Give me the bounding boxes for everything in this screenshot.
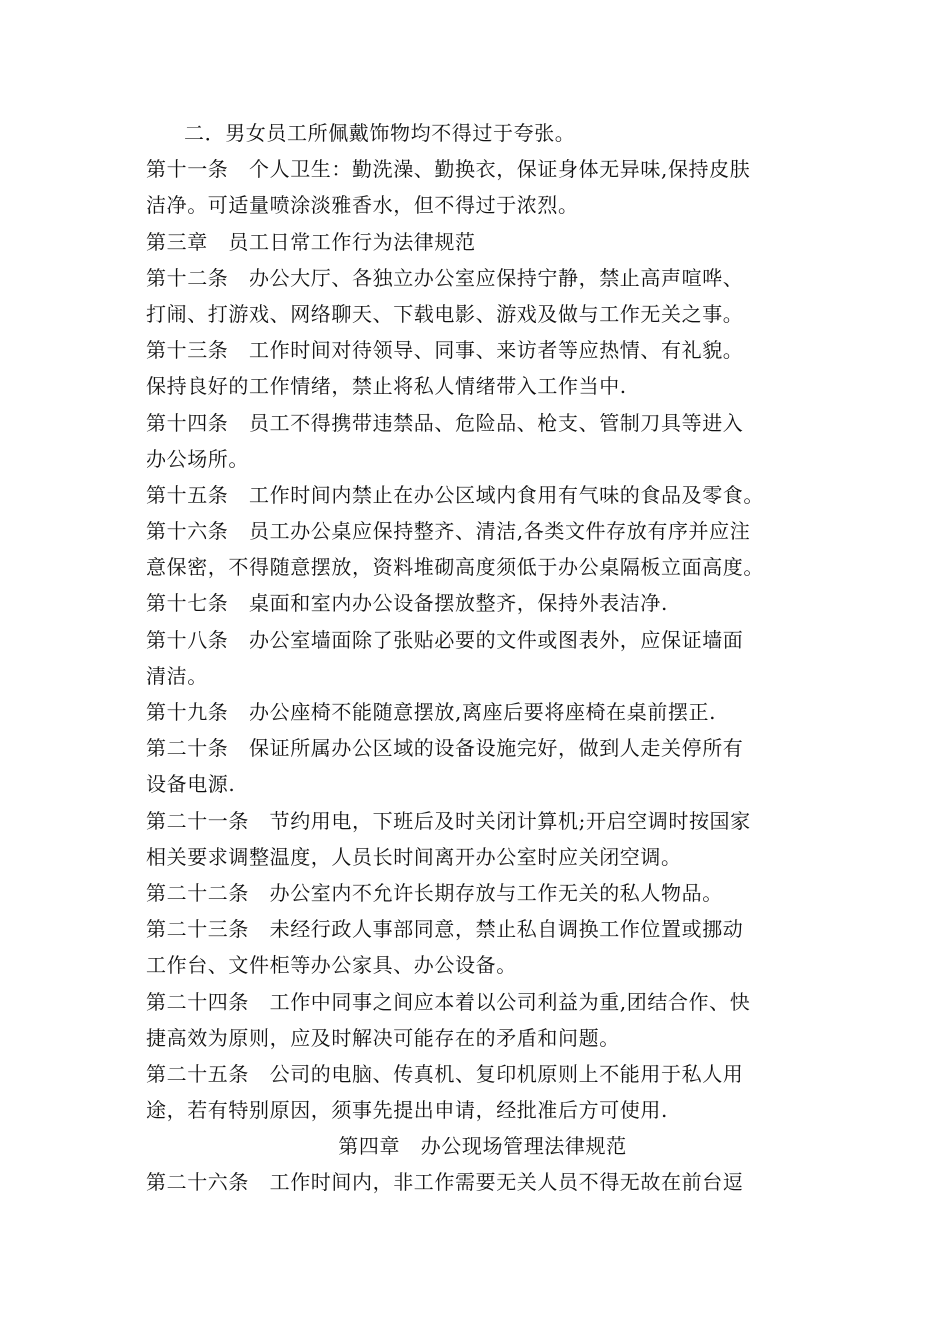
article-21-line-2: 相关要求调整温度，人员长时间离开办公室时应关闭空调。 (146, 844, 682, 869)
article-18-line-2: 清洁。 (146, 663, 208, 688)
article-14-line-2: 办公场所。 (146, 446, 249, 471)
article-23-line-1: 第二十三条 未经行政人事部同意，禁止私自调换工作位置或挪动 (146, 917, 744, 942)
article-13-line-2: 保持良好的工作情绪，禁止将私人情绪带入工作当中. (146, 374, 627, 399)
article-24-line-1: 第二十四条 工作中同事之间应本着以公司利益为重,团结合作、快 (146, 989, 751, 1014)
article-16-line-2: 意保密，不得随意摆放，资料堆砌高度须低于办公桌隔板立面高度。 (146, 555, 764, 580)
article-23-line-2: 工作台、文件柜等办公家具、办公设备。 (146, 953, 517, 978)
article-25-line-2: 途，若有特别原因，须事先提出申请，经批准后方可使用. (146, 1098, 668, 1123)
article-15-line-1: 第十五条 工作时间内禁止在办公区域内食用有气味的食品及零食。 (146, 482, 764, 507)
article-19-line-1: 第十九条 办公座椅不能随意摆放,离座后要将座椅在桌前摆正. (146, 700, 717, 724)
article-21-line-1: 第二十一条 节约用电，下班后及时关闭计算机;开启空调时按国家 (146, 808, 751, 833)
article-17-line-1: 第十七条 桌面和室内办公设备摆放整齐，保持外表洁净. (146, 591, 668, 616)
article-25-line-1: 第二十五条 公司的电脑、传真机、复印机原则上不能用于私人用 (146, 1061, 744, 1086)
article-16-line-1: 第十六条 员工办公桌应保持整齐、清洁,各类文件存放有序并应注 (146, 519, 751, 544)
clause-2-line: 二．男女员工所佩戴饰物均不得过于夸张。 (184, 121, 576, 145)
article-11-line-2: 洁净。可适量喷涂淡雅香水，但不得过于浓烈。 (146, 193, 579, 218)
article-13-line-1: 第十三条 工作时间对待领导、同事、来访者等应热情、有礼貌。 (146, 338, 744, 363)
article-20-line-2: 设备电源. (146, 772, 236, 797)
article-14-line-1: 第十四条 员工不得携带违禁品、危险品、枪支、管制刀具等进入 (146, 410, 744, 435)
chapter-3-heading: 第三章 员工日常工作行为法律规范 (146, 229, 476, 254)
article-18-line-1: 第十八条 办公室墙面除了张贴必要的文件或图表外，应保证墙面 (146, 627, 744, 652)
document-body (146, 115, 811, 1201)
article-12-line-2: 打闹、打游戏、网络聊天、下载电影、游戏及做与工作无关之事。 (146, 301, 744, 326)
article-24-line-2: 捷高效为原则，应及时解决可能存在的矛盾和问题。 (146, 1025, 620, 1050)
article-22-line-1: 第二十二条 办公室内不允许长期存放与工作无关的私人物品。 (146, 880, 723, 905)
chapter-4-heading: 第四章 办公现场管理法律规范 (338, 1134, 627, 1159)
article-12-line-1: 第十二条 办公大厅、各独立办公室应保持宁静，禁止高声喧哗、 (146, 265, 744, 290)
article-11-line-1: 第十一条 个人卫生：勤洗澡、勤换衣，保证身体无异味,保持皮肤 (146, 157, 751, 182)
article-20-line-1: 第二十条 保证所属办公区域的设备设施完好，做到人走关停所有 (146, 736, 744, 761)
article-26-line-1: 第二十六条 工作时间内，非工作需要无关人员不得无故在前台逗 (146, 1170, 744, 1195)
